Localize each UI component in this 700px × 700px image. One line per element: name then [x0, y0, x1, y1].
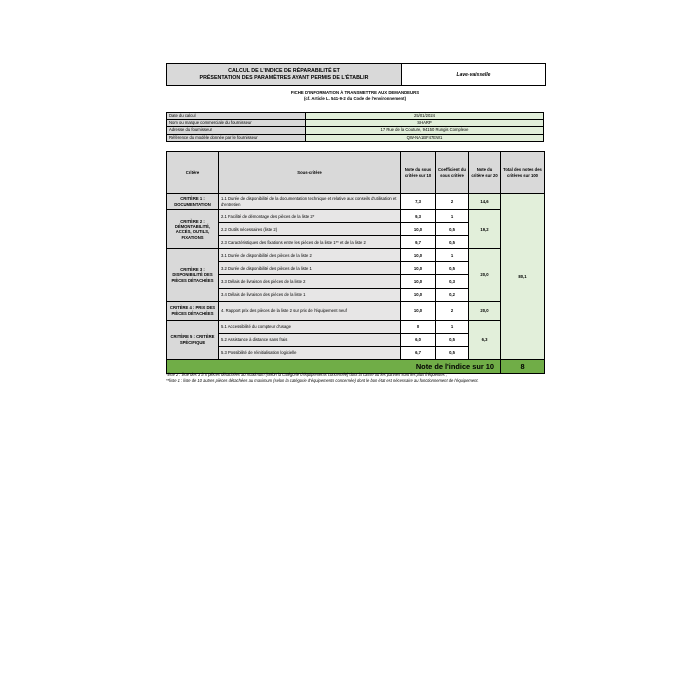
subcriterion-note: 10,0	[401, 249, 436, 262]
table-row	[167, 249, 545, 262]
col-header-note-sous: Note du sous critère sur 10	[401, 152, 436, 194]
criterion-score: 20,0	[469, 301, 501, 320]
subheader	[166, 90, 544, 101]
table-row	[167, 320, 545, 333]
info-row	[167, 134, 544, 141]
table-row	[167, 210, 545, 223]
footnote-list-1: **liste 1 : liste de 10 autres pièces détachées au maximum (selon la catégorie d'équipements concernée) dont le bon état est nécessaire au fonctionnement de l'équipement.	[166, 377, 479, 383]
info-label: Adresse du fournisseur	[167, 127, 306, 134]
table-row	[167, 301, 545, 320]
info-value: SHARP	[306, 120, 544, 127]
subcriterion-note: 10,0	[401, 275, 436, 288]
subcriterion-label: 2.3 Caractéristiques des fixations entre les pièces de la liste 1** et de la liste 2	[219, 236, 401, 249]
subcriterion-note: 10,0	[401, 301, 436, 320]
criterion-name: CRITÈRE 1 : DOCUMENTATION	[167, 194, 219, 210]
criterion-score: 6,3	[469, 320, 501, 359]
final-score-label: Note de l'indice sur 10	[167, 359, 501, 373]
subcriterion-coef: 0,5	[436, 223, 469, 236]
subcriterion-coef: 0,5	[436, 333, 469, 346]
subcriterion-note: 9,3	[401, 210, 436, 223]
subcriterion-label: 5.1 Accessibilité du compteur d'usage	[219, 320, 401, 333]
title-line-1: CALCUL DE L'INDICE DE RÉPARABILITÉ ET	[228, 67, 340, 74]
subcriterion-coef: 0,5	[436, 262, 469, 275]
criterion-name: CRITÈRE 5 : CRITÈRE SPÉCIFIQUE	[167, 320, 219, 359]
subcriterion-label: 3.1 Durée de disponibilité des pièces de la liste 2	[219, 249, 401, 262]
subcriterion-coef: 1	[436, 320, 469, 333]
table-header-row	[167, 152, 545, 194]
total-score: 80,1	[501, 194, 545, 360]
footnote-list-2: *liste 2 : liste des 3 à 5 pièces détachées au maximum (selon la catégorie d'équipements concernée) dont la casse ou les pannes sont les plus fréquentes ;	[166, 372, 447, 377]
col-header-coef: Coefficient du sous critère	[436, 152, 469, 194]
subcriterion-coef: 0,2	[436, 288, 469, 301]
subcriterion-label: 5.3 Possibilité de réinitialisation logicielle	[219, 346, 401, 359]
supplier-info-table	[166, 112, 544, 142]
subcriterion-coef: 0,5	[436, 236, 469, 249]
info-label: Date du calcul	[167, 113, 306, 120]
subcriterion-label: 5.2 Assistance à distance sans frais	[219, 333, 401, 346]
subcriterion-label: 3.2 Durée de disponibilité des pièces de la liste 1	[219, 262, 401, 275]
info-row	[167, 120, 544, 127]
col-header-critere: Critère	[167, 152, 219, 194]
subcriterion-coef: 1	[436, 249, 469, 262]
criterion-score: 19,2	[469, 210, 501, 249]
criterion-name: CRITÈRE 3 : DISPONIBILITÉ DES PIÈCES DÉTACHÉES	[167, 249, 219, 301]
criterion-score: 20,0	[469, 249, 501, 301]
info-value: 25/01/2024	[306, 113, 544, 120]
title-block	[166, 63, 546, 86]
title-cell	[167, 64, 402, 85]
info-row	[167, 127, 544, 134]
col-header-total: Total des notes des critères sur 100	[501, 152, 545, 194]
subcriterion-label: 4. Rapport prix des pièces de la liste 2 sur prix de l'équipement neuf	[219, 301, 401, 320]
subcriterion-note: 0	[401, 320, 436, 333]
repairability-table	[166, 151, 545, 374]
subheader-line-2: (cf. Article L. 541-9-2 du Code de l'environnement)	[303, 95, 407, 101]
footnotes	[166, 372, 546, 383]
product-type: Lave-vaisselle	[456, 71, 491, 78]
subcriterion-note: 10,0	[401, 262, 436, 275]
subcriterion-label: 2.1 Facilité de démontage des pièces de la liste 2*	[219, 210, 401, 223]
subcriterion-label: 2.2 Outils nécessaires (liste 2)	[219, 223, 401, 236]
subheader-line-1: FICHE D'INFORMATION À TRANSMETTRE AUX DEMANDEURS	[290, 90, 420, 95]
final-score-value: 8	[501, 359, 545, 373]
subcriterion-coef: 2	[436, 194, 469, 210]
criterion-name: CRITÈRE 4 : PRIX DES PIÈCES DÉTACHÉES	[167, 301, 219, 320]
info-label: Référence du modèle donnée par le fournisseur	[167, 134, 306, 141]
subcriterion-coef: 0,5	[436, 346, 469, 359]
criterion-score: 14,6	[469, 194, 501, 210]
info-row	[167, 113, 544, 120]
subcriterion-coef: 0,3	[436, 275, 469, 288]
subcriterion-note: 7,3	[401, 194, 436, 210]
subcriterion-label: 3.4 Délais de livraison des pièces de la liste 1	[219, 288, 401, 301]
table-row	[167, 194, 545, 210]
criterion-name: CRITÈRE 2 : DÉMONTABILITÉ, ACCÈS, OUTILS, FIXATIONS	[167, 210, 219, 249]
info-value: QW-NA1BF47EW1	[306, 134, 544, 141]
title-line-2: PRÉSENTATION DES PARAMÈTRES AYANT PERMIS DE L'ÉTABLIR	[199, 74, 369, 81]
subcriterion-coef: 2	[436, 301, 469, 320]
subcriterion-note: 6,0	[401, 333, 436, 346]
subcriterion-label: 3.3 Délais de livraison des pièces de la liste 2	[219, 275, 401, 288]
subcriterion-note: 10,0	[401, 223, 436, 236]
subcriterion-label: 1.1 Durée de disponibilité de la documentation technique et relative aux conseils d'utilisation et d'entretien	[219, 194, 401, 210]
subcriterion-note: 9,7	[401, 236, 436, 249]
info-value: 17 Rue de la Couture, 94150 Rungis Complexe	[306, 127, 544, 134]
col-header-note-critere: Note du critère sur 20	[469, 152, 501, 194]
info-label: Nom ou marque commerciale du fournisseur	[167, 120, 306, 127]
subcriterion-coef: 1	[436, 210, 469, 223]
subcriterion-note: 6,7	[401, 346, 436, 359]
col-header-sous-critere: Sous-critère	[219, 152, 401, 194]
subcriterion-note: 10,0	[401, 288, 436, 301]
